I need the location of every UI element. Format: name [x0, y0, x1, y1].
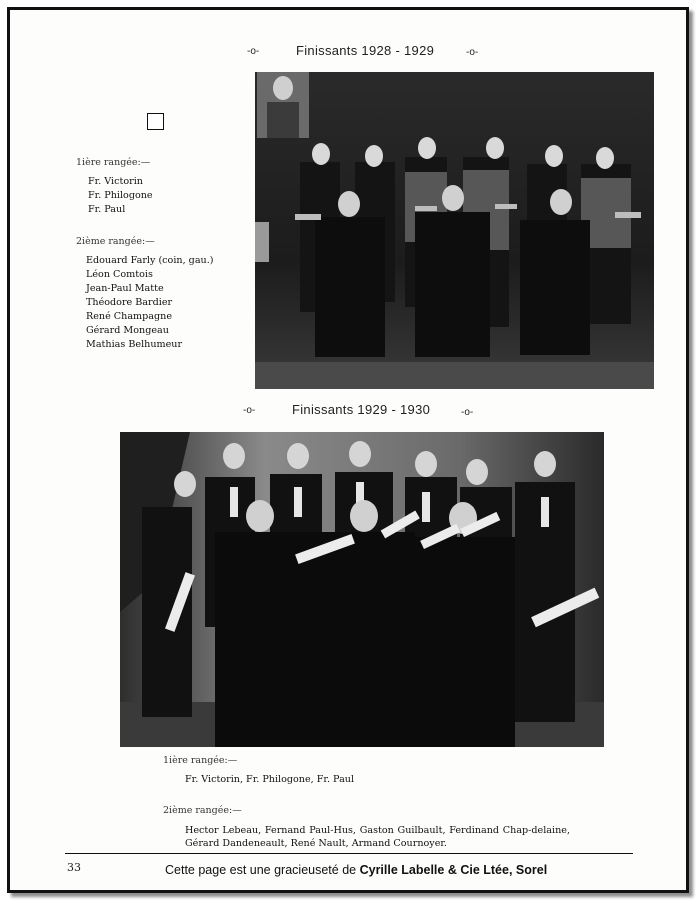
list-item: René Champagne [86, 311, 173, 322]
list-item: Edouard Farly (coin, gau.) [86, 255, 214, 266]
page-number: 33 [67, 861, 81, 874]
section2-title: Finissants 1929 - 1930 [292, 402, 431, 417]
title-marker-right: -o- [466, 47, 479, 58]
list-item: Théodore Bardier [86, 297, 173, 308]
row1-caption: Fr. Victorin, Fr. Philogone, Fr. Paul [185, 774, 355, 785]
row2-label: 2ième rangée:— [76, 236, 155, 247]
row2-caption: Hector Lebeau, Fernand Paul-Hus, Gaston Guilbault, Ferdinand Chap-delaine, Gérard Dandeneault, René Nault, Armand Cournoyer. [185, 825, 570, 849]
courtesy-sponsor: Cyrille Labelle & Cie Ltée, Sorel [359, 863, 548, 877]
title-marker-right: -o- [461, 407, 474, 418]
list-item: Léon Comtois [86, 269, 153, 280]
row1-names [88, 175, 153, 217]
list-item: Fr. Paul [88, 204, 126, 215]
list-item: Jean-Paul Matte [86, 283, 164, 294]
row2-names [86, 254, 214, 352]
title-marker-left: -o- [243, 405, 256, 416]
list-item: Fr. Philogone [88, 190, 153, 201]
row1-label: 1ière rangée:— [76, 157, 151, 168]
row1-label: 1ière rangée:— [163, 755, 238, 766]
list-item: Mathias Belhumeur [86, 339, 183, 350]
courtesy-prefix: Cette page est une gracieuseté de [165, 863, 357, 877]
footer-rule [65, 853, 633, 854]
class-photo-1928-1929 [255, 72, 654, 389]
courtesy-line [165, 863, 547, 877]
list-item: Gérard Mongeau [86, 325, 169, 336]
class-photo-1929-1930 [120, 432, 604, 747]
row2-label: 2ième rangée:— [163, 805, 242, 816]
checkbox-icon[interactable] [147, 113, 164, 130]
title-marker-left: -o- [247, 46, 260, 57]
section1-title: Finissants 1928 - 1929 [296, 43, 435, 58]
list-item: Fr. Victorin [88, 176, 143, 187]
